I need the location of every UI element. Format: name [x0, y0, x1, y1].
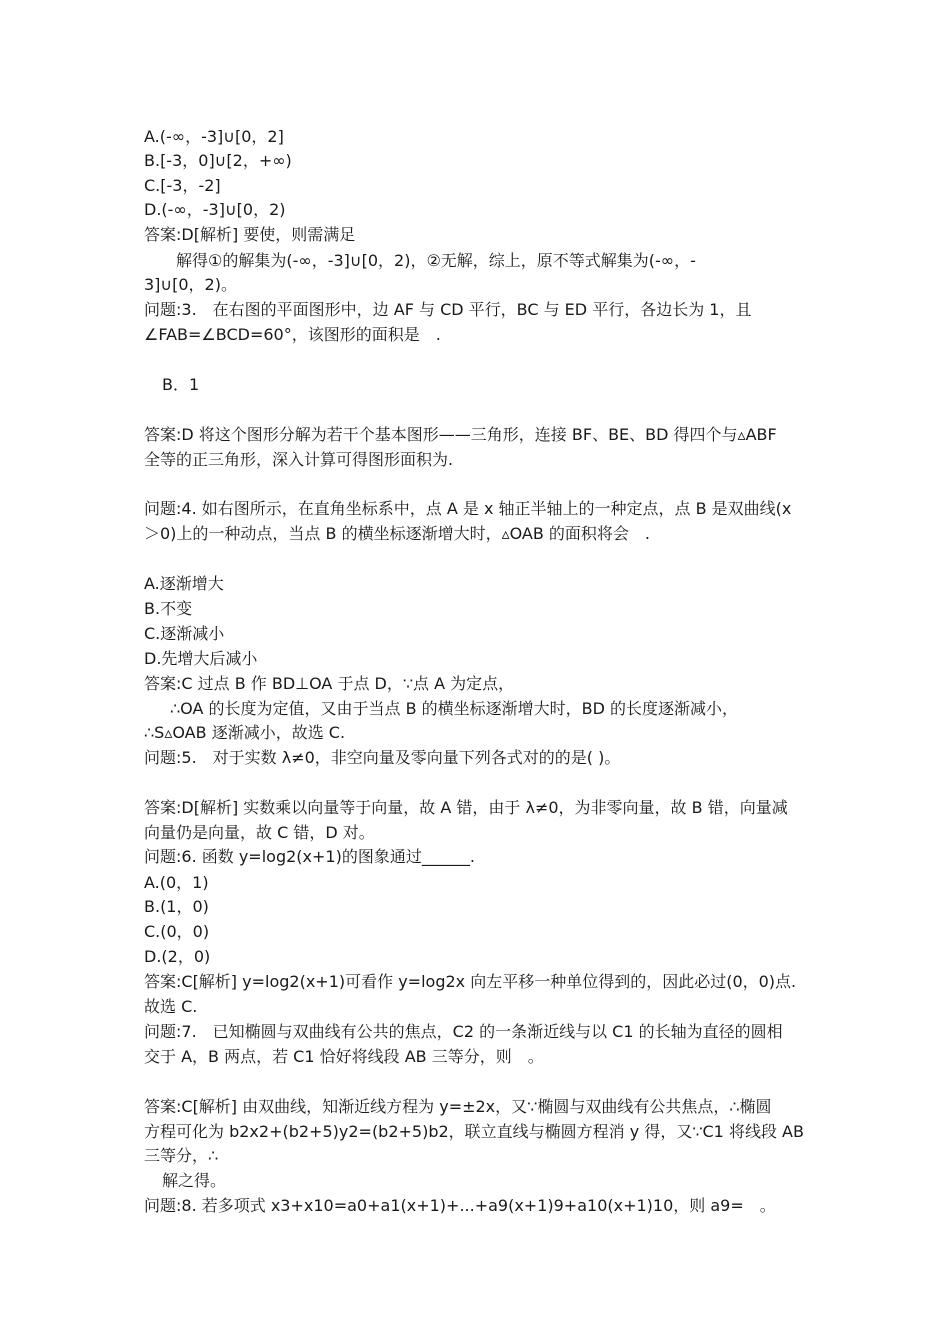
question-line: 问题:3. 在右图的平面图形中，边 AF 与 CD 平行，BC 与 ED 平行，各边长为 1，且: [144, 300, 752, 319]
option-line: C.(0，0): [144, 922, 210, 941]
answer-line: 方程可化为 b2x2+(b2+5)y2=(b2+5)b2，联立直线与椭圆方程消 y 得，又∵C1 将线段 AB: [144, 1122, 804, 1141]
option-line: B．1: [162, 375, 200, 394]
answer-line: 答案:C[解析] 由双曲线，知渐近线方程为 y=±2x，又∵椭圆与双曲线有公共焦点，∴椭圆: [144, 1097, 772, 1116]
answer-line: 答案:C 过点 B 作 BD⊥OA 于点 D，∵点 A 为定点，: [144, 674, 515, 693]
question-line: 问题:4. 如右图所示，在直角坐标系中，点 A 是 x 轴正半轴上的一种定点，点 B 是双曲线(x: [144, 499, 792, 518]
answer-line: ∴S▵OAB 逐渐减小，故选 C.: [144, 723, 346, 742]
answer-line: 三等分，∴: [144, 1146, 219, 1165]
question-line: 问题:5. 对于实数 λ≠0，非空向量及零向量下列各式对的的是( )。: [144, 748, 621, 767]
question-line: 问题:8. 若多项式 x3+x10=a0+a1(x+1)+...+a9(x+1)9+a10(x+1)10，则 a9= 。: [144, 1196, 776, 1215]
question-line: 问题:6. 函数 y=log2(x+1)的图象通过______.: [144, 847, 475, 866]
option-line: C.逐渐减小: [144, 624, 225, 643]
answer-line: 答案:D 将这个图形分解为若干个基本图形——三角形，连接 BF、BE、BD 得四个与▵ABF: [144, 425, 777, 444]
option-line: B.不变: [144, 599, 193, 618]
option-line: A.(-∞，-3]∪[0，2]: [144, 127, 284, 146]
question-line: ∠FAB=∠BCD=60°，该图形的面积是 .: [144, 325, 441, 344]
answer-line: 全等的正三角形，深入计算可得图形面积为.: [144, 450, 454, 469]
option-line: A.逐渐增大: [144, 574, 224, 593]
question-line: 交于 A，B 两点，若 C1 恰好将线段 AB 三等分，则 。: [144, 1047, 544, 1066]
question-line: ＞0)上的一种动点，当点 B 的横坐标逐渐增大时，▵OAB 的面积将会 .: [144, 524, 651, 543]
option-line: B.[-3，0]∪[2，+∞): [144, 151, 292, 170]
option-line: B.(1，0): [144, 897, 209, 916]
answer-line: ∴OA 的长度为定值，又由于当点 B 的横坐标逐渐增大时，BD 的长度逐渐减小，: [170, 699, 739, 718]
answer-line: 3]∪[0，2)。: [144, 275, 237, 294]
answer-line: 向量仍是向量，故 C 错，D 对。: [144, 823, 375, 842]
answer-line: 解之得。: [162, 1171, 227, 1190]
option-line: C.[-3，-2]: [144, 176, 221, 195]
answer-line: 解得①的解集为(-∞，-3]∪[0，2)，②无解，综上，原不等式解集为(-∞，-: [176, 251, 696, 270]
option-line: D.(-∞，-3]∪[0，2): [144, 200, 286, 219]
answer-line: 故选 C.: [144, 997, 198, 1016]
option-line: D.(2，0): [144, 947, 211, 966]
answer-line: 答案:D[解析] 实数乘以向量等于向量，故 A 错，由于 λ≠0，为非零向量，故 B 错，向量减: [144, 798, 788, 817]
answer-line: 答案:C[解析] y=log2(x+1)可看作 y=log2x 向左平移一种单位得到的，因此必过(0，0)点.: [144, 972, 797, 991]
question-line: 问题:7. 已知椭圆与双曲线有公共的焦点，C2 的一条渐近线与以 C1 的长轴为直径的圆相: [144, 1022, 783, 1041]
answer-line: 答案:D[解析] 要使，则需满足: [144, 225, 356, 244]
option-line: D.先增大后减小: [144, 649, 258, 668]
option-line: A.(0，1): [144, 873, 209, 892]
